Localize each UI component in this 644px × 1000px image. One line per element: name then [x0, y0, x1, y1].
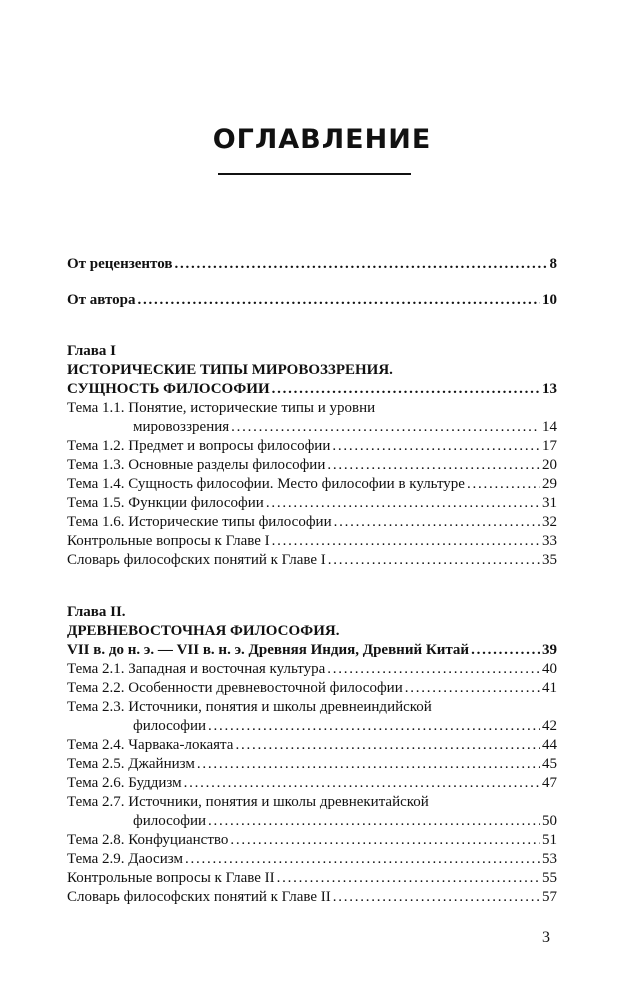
topic-label: Контрольные вопросы к Главе I [67, 533, 270, 549]
toc-entry [67, 755, 557, 774]
toc-entry [67, 850, 557, 869]
toc-entry [67, 831, 557, 850]
chapter-title-last: VII в. до н. э. — VII в. н. э. Древняя Индия, Древний Китай [67, 642, 470, 658]
leader-dots [208, 717, 540, 736]
leader-dots [327, 660, 540, 679]
toc-entry [67, 255, 557, 274]
toc-entry [67, 869, 557, 888]
topic-page: 42 [542, 718, 557, 734]
toc-entry-page: 8 [549, 256, 557, 272]
chapter-heading: Глава I [67, 343, 116, 359]
topic-label: Контрольные вопросы к Главе II [67, 870, 275, 886]
topic-cont: философии [133, 718, 207, 734]
topic-page: 44 [542, 737, 557, 753]
toc-entry [67, 679, 557, 698]
leader-dots [185, 850, 540, 869]
topic-page: 35 [542, 552, 557, 568]
leader-dots [405, 679, 540, 698]
topic-label: Тема 1.2. Предмет и вопросы философии [67, 438, 331, 454]
toc-entry [67, 418, 557, 437]
toc-entry [67, 717, 557, 736]
topic-page: 53 [542, 851, 557, 867]
leader-dots [272, 532, 540, 551]
leader-dots [231, 418, 540, 437]
toc-entry [67, 532, 557, 551]
toc-entry [67, 437, 557, 456]
toc-front-1 [67, 255, 557, 274]
topic-page: 51 [542, 832, 557, 848]
topic-label: Тема 2.3. Источники, понятия и школы древнеиндийской [67, 699, 432, 715]
leader-dots [272, 380, 540, 399]
chapter-title-page: 39 [542, 642, 557, 658]
topic-page: 31 [542, 495, 557, 511]
topic-page: 55 [542, 870, 557, 886]
leader-dots [184, 774, 540, 793]
leader-dots [471, 641, 540, 660]
page-number: 3 [542, 929, 550, 946]
topic-label: Тема 2.9. Даосизм [67, 851, 183, 867]
topic-label: Тема 1.6. Исторические типы философии [67, 514, 332, 530]
topic-cont: мировоззрения [133, 419, 230, 435]
page-title: ОГЛАВЛЕНИЕ [212, 124, 432, 155]
topic-label: Словарь философских понятий к Главе II [67, 889, 331, 905]
topic-page: 32 [542, 514, 557, 530]
toc-front-2 [67, 291, 557, 310]
topic-label: Тема 2.6. Буддизм [67, 775, 182, 791]
chapter-1 [67, 342, 557, 570]
leader-dots [266, 494, 540, 513]
topic-page: 17 [542, 438, 557, 454]
topic-page: 57 [542, 889, 557, 905]
leader-dots [327, 456, 540, 475]
topic-label: Тема 2.4. Чарвака-локаята [67, 737, 234, 753]
toc-entry [67, 812, 557, 831]
leader-dots [332, 437, 540, 456]
toc-entry-label: От автора [67, 292, 136, 308]
topic-label: Тема 1.3. Основные разделы философии [67, 457, 326, 473]
leader-dots [208, 812, 540, 831]
toc-entry [67, 475, 557, 494]
title-underline [218, 173, 411, 175]
toc-entry [67, 291, 557, 310]
leader-dots [174, 255, 547, 274]
chapter-title-page: 13 [542, 381, 557, 397]
chapter-title-entry [67, 380, 557, 399]
chapter-heading: Глава II. [67, 604, 126, 620]
toc-entry [67, 513, 557, 532]
toc-entry [67, 660, 557, 679]
leader-dots [197, 755, 540, 774]
leader-dots [235, 736, 540, 755]
chapter-title-last: СУЩНОСТЬ ФИЛОСОФИИ [67, 381, 270, 397]
leader-dots [333, 888, 540, 907]
topic-label: Тема 1.4. Сущность философии. Место философии в культуре [67, 476, 465, 492]
toc-entry-page: 10 [542, 292, 557, 308]
topic-page: 40 [542, 661, 557, 677]
topic-label: Тема 2.2. Особенности древневосточной философии [67, 680, 403, 696]
chapter-title-line: ДРЕВНЕВОСТОЧНАЯ ФИЛОСОФИЯ. [67, 623, 340, 639]
leader-dots [230, 831, 540, 850]
topic-page: 50 [542, 813, 557, 829]
leader-dots [334, 513, 540, 532]
topic-page: 33 [542, 533, 557, 549]
toc-entry [67, 736, 557, 755]
topic-page: 20 [542, 457, 557, 473]
chapter-title-entry [67, 641, 557, 660]
topic-page: 29 [542, 476, 557, 492]
topic-label: Тема 2.5. Джайнизм [67, 756, 195, 772]
toc-entry [67, 888, 557, 907]
topic-page: 14 [542, 419, 557, 435]
topic-page: 41 [542, 680, 557, 696]
topic-label: Тема 1.5. Функции философии [67, 495, 264, 511]
topic-label: Тема 2.8. Конфуцианство [67, 832, 229, 848]
topic-page: 45 [542, 756, 557, 772]
toc-entry [67, 774, 557, 793]
leader-dots [328, 551, 540, 570]
topic-page: 47 [542, 775, 557, 791]
topic-cont: философии [133, 813, 207, 829]
chapter-2 [67, 603, 557, 907]
topic-label: Тема 1.1. Понятие, исторические типы и уровни [67, 400, 376, 416]
toc-entry-label: От рецензентов [67, 256, 173, 272]
toc-entry [67, 494, 557, 513]
leader-dots [277, 869, 540, 888]
chapter-title-line: ИСТОРИЧЕСКИЕ ТИПЫ МИРОВОЗЗРЕНИЯ. [67, 362, 393, 378]
leader-dots [467, 475, 540, 494]
toc-entry [67, 456, 557, 475]
toc-entry [67, 551, 557, 570]
topic-label: Тема 2.1. Западная и восточная культура [67, 661, 326, 677]
leader-dots [138, 291, 540, 310]
topic-label: Тема 2.7. Источники, понятия и школы древнекитайской [67, 794, 429, 810]
topic-label: Словарь философских понятий к Главе I [67, 552, 326, 568]
